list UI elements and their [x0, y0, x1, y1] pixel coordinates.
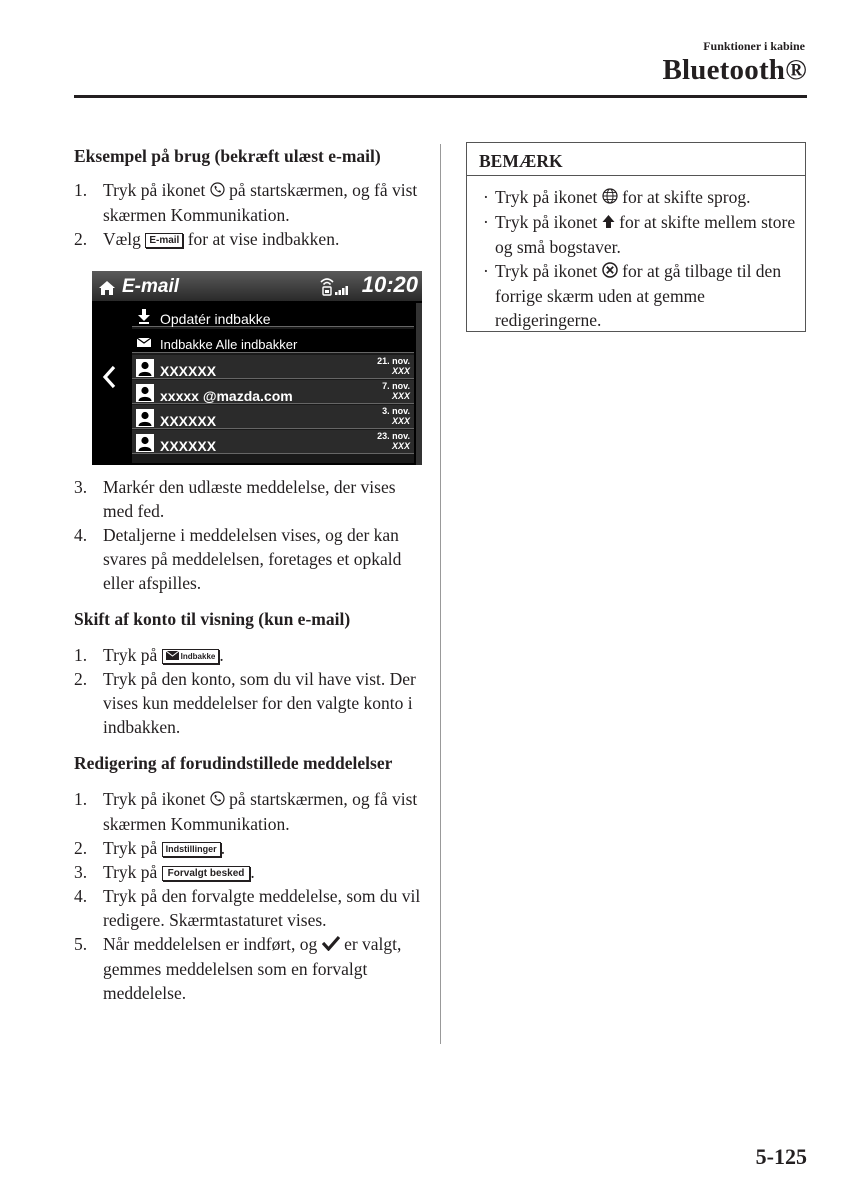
mail-date-sub: XXX: [391, 441, 410, 451]
section-heading-switch-account: Skift af konto til visning (kun e-mail): [74, 609, 351, 629]
step-text: er valgt, gemmes meddelelsen som en forvalgt meddelelse.: [103, 934, 402, 1003]
step-text: på startskærmen, og få vist skærmen Kommunikation.: [103, 789, 418, 834]
step: [74, 523, 424, 595]
left-column: [74, 144, 424, 1005]
step-text: Tryk på: [103, 862, 158, 882]
step-text: Tryk på ikonet: [103, 789, 206, 809]
step: [74, 178, 424, 227]
step: [74, 860, 424, 884]
envelope-icon: [136, 333, 152, 357]
update-inbox-row[interactable]: [132, 303, 414, 327]
mail-row[interactable]: [132, 430, 414, 454]
step-text: Vælg: [103, 229, 141, 249]
step-number: 1.: [74, 180, 88, 200]
note-text: Tryk på ikonet: [495, 261, 598, 281]
home-icon[interactable]: [98, 278, 116, 302]
wifi-icon: [319, 276, 353, 302]
step: [74, 667, 424, 739]
mail-sender: XXXXXX: [160, 363, 217, 379]
note-text: Tryk på ikonet: [495, 212, 598, 232]
mail-date-text: 23. nov.: [377, 431, 410, 441]
phone-icon: [210, 788, 225, 812]
page-number: 5-125: [755, 1144, 807, 1169]
step-number: 3.: [74, 477, 88, 497]
mail-date-sub: XXX: [391, 416, 410, 426]
inbox-button-text: Indbakke: [180, 652, 216, 661]
signal-icon: [335, 286, 348, 295]
inbox-account-row[interactable]: [132, 329, 414, 353]
column-divider: [440, 144, 441, 1044]
email-inbox-screenshot: [92, 271, 422, 465]
mail-date: [382, 381, 410, 401]
mail-date: [377, 431, 410, 451]
download-icon: [136, 307, 152, 331]
step-text: Tryk på ikonet: [103, 180, 206, 200]
step-number: 1.: [74, 645, 88, 665]
step-number: 2.: [74, 838, 88, 858]
step: [74, 787, 424, 836]
mail-row[interactable]: [132, 355, 414, 379]
steps-switch-account: [74, 643, 424, 739]
mail-row[interactable]: [132, 405, 414, 429]
mail-sender: XXXXXX: [160, 413, 217, 429]
phone-icon: [210, 179, 225, 203]
note-text: for at skifte sprog.: [622, 187, 751, 207]
step-text: Markér den udlæste meddelelse, der vises med fed.: [103, 477, 396, 521]
step-number: 4.: [74, 525, 88, 545]
steps-confirm-email-continued: [74, 475, 424, 595]
note-heading: BEMÆRK: [467, 143, 805, 176]
clock-time: 10:20: [361, 272, 418, 297]
inbox-list: [132, 303, 414, 463]
mail-icon: [166, 651, 179, 660]
step-text: Tryk på den forvalgte meddelelse, som du vil redigere. Skærmtastaturet vises.: [103, 886, 421, 930]
section-heading-edit-presets: Redigering af forudindstillede meddelelser: [74, 753, 393, 773]
steps-confirm-email: [74, 178, 424, 251]
page-title: Bluetooth®: [662, 54, 807, 86]
step: [74, 227, 424, 251]
step-number: 2.: [74, 229, 88, 249]
note-bullet: ·: [483, 261, 489, 281]
note-item: [479, 185, 799, 210]
step-number: 3.: [74, 862, 88, 882]
step-text: for at vise indbakken.: [187, 229, 340, 249]
step-text: .: [219, 645, 224, 665]
mail-date: [382, 406, 410, 426]
step: [74, 475, 424, 523]
step-text: Når meddelelsen er indført, og: [103, 934, 318, 954]
note-item: [479, 210, 799, 259]
note-bullet: ·: [483, 212, 489, 232]
back-chevron-icon[interactable]: [102, 365, 118, 395]
mail-sender: xxxxx @mazda.com: [160, 388, 293, 404]
checkmark-icon: [322, 933, 340, 957]
step-number: 2.: [74, 669, 88, 689]
email-button-label: E-mail: [145, 233, 183, 248]
header-rule: [74, 95, 807, 98]
inbox-button-label: [162, 649, 220, 664]
screen-title: E-mail: [122, 276, 180, 297]
step-text: Detaljerne i meddelelsen vises, og der kan svares på meddelelsen, foretages et opkald eller afspilles.: [103, 525, 402, 593]
mail-date-sub: XXX: [391, 391, 410, 401]
globe-icon: [602, 186, 618, 210]
scrollbar[interactable]: [416, 303, 422, 465]
mail-date-text: 21. nov.: [377, 356, 410, 366]
mail-date: [377, 356, 410, 376]
steps-edit-presets: [74, 787, 424, 1005]
mail-date-text: 7. nov.: [382, 381, 410, 391]
step-text: .: [220, 838, 226, 858]
note-list: [467, 176, 805, 332]
step: [74, 884, 424, 932]
mail-date-sub: XXX: [391, 366, 410, 376]
step: [74, 643, 424, 667]
mail-row[interactable]: [132, 380, 414, 404]
step-text: .: [250, 862, 255, 882]
step-text: Tryk på: [103, 838, 158, 858]
note-bullet: ·: [483, 187, 489, 207]
header-section: Funktioner i kabine: [703, 39, 805, 53]
note-box: [466, 142, 806, 332]
update-inbox-label: Opdatér indbakke: [160, 311, 271, 327]
settings-button-label: Indstillinger: [162, 842, 221, 857]
step-number: 4.: [74, 886, 88, 906]
person-icon: [136, 434, 154, 459]
cancel-x-icon: [602, 260, 618, 284]
inbox-account-label: Indbakke Alle indbakker: [160, 337, 298, 352]
preset-message-button-label: Forvalgt besked: [162, 866, 251, 881]
shift-arrow-icon: [602, 211, 615, 235]
step-number: 1.: [74, 789, 88, 809]
step-text: Tryk på: [103, 645, 158, 665]
step-text: på startskærmen, og få vist skærmen Kommunikation.: [103, 180, 418, 225]
note-text: Tryk på ikonet: [495, 187, 598, 207]
step-number: 5.: [74, 934, 88, 954]
note-text: for at skifte mellem store og små bogstaver.: [495, 212, 796, 257]
step: [74, 836, 424, 860]
note-item: [479, 259, 799, 332]
note-text: for at gå tilbage til den forrige skærm uden at gemme redigeringerne.: [495, 261, 782, 330]
step-text: Tryk på den konto, som du vil have vist. Der vises kun meddelelser for den valgte konto i indbakken.: [103, 669, 416, 737]
section-heading-confirm-email: Eksempel på brug (bekræft ulæst e-mail): [74, 146, 381, 166]
step: [74, 932, 424, 1005]
mail-sender: XXXXXX: [160, 438, 217, 454]
mail-date-text: 3. nov.: [382, 406, 410, 416]
